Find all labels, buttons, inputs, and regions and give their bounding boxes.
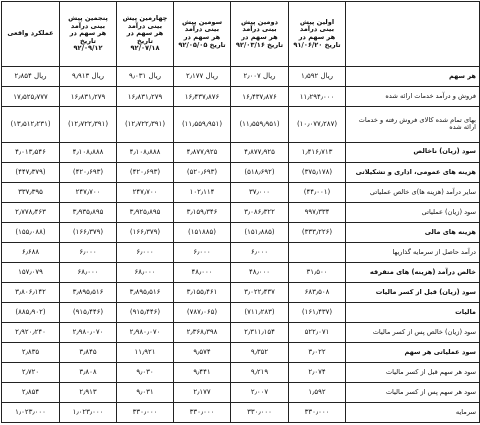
cell-forecast-1: (۳۷۵٫۱۷۸) (289, 162, 346, 182)
cell-actual: ۲٫۷۷۸٫۴۶۳ (2, 202, 60, 222)
cell-forecast-1: ۳۳۰٫۰۰۰ (289, 402, 346, 422)
cell-forecast-3: ۹٫۵۷۴ (174, 342, 231, 362)
cell-forecast-5: (۹۱۵٫۴۴۶) (60, 302, 117, 322)
table-row (2, 182, 480, 202)
table-row (2, 222, 480, 242)
header-forecast-4-line-2: بینی درآمد (127, 21, 163, 30)
header-actual: عملکرد واقعی (2, 2, 60, 67)
table-row (2, 107, 480, 143)
header-forecast-1-line-2: بینی درآمد (299, 25, 335, 34)
cell-forecast-2: ۲٫۳۱۱٫۱۵۴ (231, 322, 289, 342)
cell-forecast-2: (۷۱۱٫۲۸۳) (231, 302, 289, 322)
cell-forecast-2: ۱۶٫۴۳۷٫۸۷۶ (231, 87, 289, 107)
cell-forecast-4: (۹۱۵٫۴۴۶) (117, 302, 174, 322)
cell-forecast-2: ۲٫۰۰۷ (231, 382, 289, 402)
cell-actual: ۳۳۷٫۳۹۵ (2, 182, 60, 202)
row-label: سود (زیان) ناخالص (346, 142, 480, 162)
row-label: سود (زیان) عملیاتی (346, 202, 480, 222)
cell-forecast-5: ۳٫۹۳۵٫۸۹۵ (60, 202, 117, 222)
header-forecast-4-line-4: تاریخ (137, 36, 153, 45)
row-label: سایر درآمد (هزینه ها)ی خالص عملیاتی (346, 182, 480, 202)
cell-forecast-5: ۶۸٫۰۰۰ (60, 262, 117, 282)
row-label: هزینه های عمومی، اداری و تشکیلاتی (346, 162, 480, 182)
financial-forecast-sheet (1, 1, 479, 423)
row-label: سرمایه (346, 402, 480, 422)
cell-forecast-3: ۳۳۰٫۰۰۰ (174, 402, 231, 422)
header-forecast-5-line-4: تاریخ (80, 36, 96, 45)
header-label-column (346, 2, 480, 67)
cell-forecast-2: ۳۳۰٫۰۰۰ (231, 402, 289, 422)
cell-forecast-1: ۱٫۴۱۶٫۷۱۳ (289, 142, 346, 162)
row-label: هر سهم (346, 67, 480, 87)
cell-actual: ۶٫۶۸۸ (2, 242, 60, 262)
header-forecast-2-line-2: بینی درآمد (242, 25, 277, 34)
table-row (2, 302, 480, 322)
cell-forecast-4: ۳٫۸۹۵٫۵۱۶ (117, 282, 174, 302)
cell-forecast-1: ۲٫۰۷۴ (289, 362, 346, 382)
cell-actual: ۱۵۷٫۰۷۹ (2, 262, 60, 282)
table-body (2, 67, 480, 423)
row-label: هزینه های مالی (346, 222, 480, 242)
cell-actual: ۳٫۸۰۶٫۱۴۲ (2, 282, 60, 302)
cell-forecast-1: (۱۰٫۰۷۷٫۲۸۷) (289, 107, 346, 143)
header-forecast-2-line-1: دومین پیش (241, 17, 278, 26)
table-row (2, 322, 480, 342)
header-forecast-4-line-1: چهارمین پیش (122, 14, 168, 23)
cell-forecast-4: ۹٫۰۳۱ (117, 382, 174, 402)
cell-forecast-2: ۴۸٫۰۰۰ (231, 262, 289, 282)
header-forecast-3-line-3: هر سهم در (183, 33, 221, 41)
cell-actual: ۲٫۷۲۰ (2, 362, 60, 382)
cell-forecast-4: ۱۱٫۹۲۱ (117, 342, 174, 362)
cell-forecast-4: ۶٫۰۰۰ (117, 242, 174, 262)
cell-forecast-4: (۱۲٫۷۲۲٫۳۹۱) (117, 107, 174, 143)
cell-forecast-4: ۲۴۷٫۷۰۰ (117, 182, 174, 202)
cell-forecast-5: ۲٫۹۱۳ (60, 382, 117, 402)
cell-forecast-5: ۳٫۸۰۸ (60, 362, 117, 382)
cell-forecast-5: (۱۶۶٫۳۷۹) (60, 222, 117, 242)
cell-forecast-2: (۵۱۸٫۶۹۲) (231, 162, 289, 182)
header-forecast-5-line-5: ۹۲/۰۹/۱۲ (73, 44, 103, 53)
cell-forecast-4: ۹٫۰۳۰ (117, 362, 174, 382)
cell-forecast-1: (۴۴٫۰۰۱) (289, 182, 346, 202)
header-forecast-3 (174, 2, 231, 67)
cell-forecast-2: ۴٫۸۷۷٫۹۲۵ (231, 142, 289, 162)
cell-actual: ۱٫۰۲۳٫۰۰۰ (2, 402, 60, 422)
table-row (2, 87, 480, 107)
cell-actual: ۲٫۸۵۴ (2, 382, 60, 402)
cell-forecast-2: ۹٫۲۱۹ (231, 362, 289, 382)
cell-actual: ۴٫۰۱۳٫۵۴۶ (2, 142, 60, 162)
header-forecast-4-line-3: هر سهم در (126, 29, 164, 38)
cell-forecast-1 (289, 242, 346, 262)
cell-forecast-1: ۳٫۰۲۲ (289, 342, 346, 362)
cell-forecast-3: ۳٫۱۵۹٫۳۴۶ (174, 202, 231, 222)
cell-forecast-4: ۳٫۹۲۵٫۸۹۵ (117, 202, 174, 222)
cell-forecast-3: ۲٫۱۷۷ (174, 382, 231, 402)
cell-forecast-2: ۳٫۰۲۲٫۴۳۷ (231, 282, 289, 302)
cell-forecast-1: ۱۱٫۲۹۴٫۰۰۰ (289, 87, 346, 107)
header-forecast-2-line-3: هر سهم در (241, 33, 278, 41)
eps-forecast-table (1, 1, 480, 423)
cell-forecast-5: (۱۲٫۷۲۲٫۳۹۱) (60, 107, 117, 143)
row-label: سود هر سهم پس از کسر مالیات (346, 382, 480, 402)
cell-forecast-2: (۱۵۱٫۸۸۵) (231, 222, 289, 242)
cell-forecast-5: ۳٫۸۴۵ (60, 342, 117, 362)
cell-forecast-5: ۴٫۱۰۸٫۸۸۸ (60, 142, 117, 162)
cell-forecast-4: ۱۶٫۸۳۱٫۲۷۹ (117, 87, 174, 107)
cell-forecast-5: ۳٫۸۹۵٫۵۱۶ (60, 282, 117, 302)
cell-forecast-4: ۶۸٫۰۰۰ (117, 262, 174, 282)
cell-actual: ۲٫۸۳۵ (2, 342, 60, 362)
cell-forecast-1: ۹۹۷٫۳۳۴ (289, 202, 346, 222)
cell-forecast-2: (۱۱٫۵۵۹٫۹۵۱) (231, 107, 289, 143)
cell-forecast-1: ۵۲۲٫۰۷۱ (289, 322, 346, 342)
cell-forecast-5: ۶٫۰۰۰ (60, 242, 117, 262)
row-label: سود عملیاتی هر سهم (346, 342, 480, 362)
table-row (2, 202, 480, 222)
row-label: درآمد حاصل از سرمایه گذاریها (346, 242, 480, 262)
cell-forecast-3: ۴٫۸۷۷٫۹۲۵ (174, 142, 231, 162)
table-row (2, 162, 480, 182)
cell-forecast-3: ۳٫۱۵۵٫۴۶۱ (174, 282, 231, 302)
cell-forecast-2: ۶٫۰۰۰ (231, 242, 289, 262)
header-row (2, 2, 480, 67)
header-forecast-5 (60, 2, 117, 67)
header-forecast-2-line-4: تاریخ ۹۲/۰۳/۱۶ (235, 40, 284, 49)
cell-forecast-1: (۱۶۱٫۴۳۷) (289, 302, 346, 322)
header-forecast-5-line-1: پنجمین پیش (68, 14, 108, 23)
cell-forecast-4: ۲٫۹۸۰٫۰۷۰ (117, 322, 174, 342)
header-forecast-5-line-2: بینی درآمد (70, 21, 106, 30)
row-label: بهای تمام شده کالای فروش رفته و خدمات ارائه شده (346, 107, 480, 143)
cell-forecast-4: (۴۲۰٫۶۹۳) (117, 162, 174, 182)
cell-forecast-5: ۹٫۹۱۳ ریال (60, 67, 117, 87)
cell-forecast-5: ۱۶٫۸۳۱٫۲۷۹ (60, 87, 117, 107)
cell-forecast-5: (۴۲۰٫۶۹۳) (60, 162, 117, 182)
table-row (2, 382, 480, 402)
cell-actual: ۱۷٫۵۲۵٫۷۷۷ (2, 87, 60, 107)
cell-forecast-2: ۹٫۳۵۲ (231, 342, 289, 362)
row-label: سود هر سهم قبل از کسر مالیات (346, 362, 480, 382)
table-row (2, 342, 480, 362)
header-forecast-3-line-4: تاریخ ۹۲/۰۵/۰۵ (178, 40, 226, 49)
cell-forecast-3: (۵۲۰٫۶۹۳) (174, 162, 231, 182)
cell-forecast-3: (۱۱٫۵۵۹٫۹۵۱) (174, 107, 231, 143)
table-row (2, 262, 480, 282)
cell-forecast-2: ۳۷٫۰۰۰ (231, 182, 289, 202)
row-label: سود (زیان) قبل از کسر مالیات (346, 282, 480, 302)
cell-actual: (۴۴۷٫۳۷۹) (2, 162, 60, 182)
cell-forecast-3: ۲٫۱۷۷ ریال (174, 67, 231, 87)
header-forecast-2 (231, 2, 289, 67)
header-forecast-3-line-1: سومین پیش (181, 17, 223, 26)
cell-forecast-3: ۲٫۳۶۸٫۳۹۸ (174, 322, 231, 342)
table-row (2, 142, 480, 162)
cell-actual: (۸۸۵٫۹۰۲) (2, 302, 60, 322)
cell-forecast-5: ۲۴۷٫۷۰۰ (60, 182, 117, 202)
cell-forecast-1: ۶۸۳٫۵۰۸ (289, 282, 346, 302)
cell-forecast-1: (۳۳۳٫۲۲۶) (289, 222, 346, 242)
cell-forecast-3: ۴۸٫۰۰۰ (174, 262, 231, 282)
cell-actual: (۱۳٫۵۱۲٫۲۳۱) (2, 107, 60, 143)
cell-actual: ۲٫۹۲۰٫۲۴۰ (2, 322, 60, 342)
row-label: فروش و درآمد خدمات ارائه شده (346, 87, 480, 107)
cell-forecast-3: ۶٫۰۰۰ (174, 242, 231, 262)
cell-forecast-3: ۹٫۴۴۱ (174, 362, 231, 382)
cell-forecast-4: ۴٫۱۰۸٫۸۸۸ (117, 142, 174, 162)
table-row (2, 242, 480, 262)
cell-forecast-2: ۲٫۰۰۷ ریال (231, 67, 289, 87)
header-forecast-5-line-3: هر سهم در (69, 29, 107, 38)
cell-forecast-3: ۱۶٫۴۳۷٫۸۷۶ (174, 87, 231, 107)
table-row (2, 67, 480, 87)
cell-forecast-5: ۱٫۰۲۳٫۰۰۰ (60, 402, 117, 422)
table-row (2, 362, 480, 382)
header-forecast-4-line-5: ۹۲/۰۷/۱۸ (130, 44, 160, 53)
cell-forecast-2: ۳٫۰۸۶٫۳۲۲ (231, 202, 289, 222)
row-label: سود (زیان) خالص پس از کسر مالیات (346, 322, 480, 342)
header-forecast-1-line-4: تاریخ ۹۱/۰۶/۲۰ (293, 40, 341, 49)
cell-actual: (۱۵۵٫۰۸۸) (2, 222, 60, 242)
header-forecast-4 (117, 2, 174, 67)
header-forecast-1 (289, 2, 346, 67)
cell-forecast-1: ۳۱٫۵۰۰ (289, 262, 346, 282)
header-forecast-1-line-1: اولین پیش (299, 17, 335, 26)
cell-forecast-3: ۱۰۲٫۱۱۴ (174, 182, 231, 202)
row-label: مالیات (346, 302, 480, 322)
cell-forecast-4: ۹٫۰۳۱ ریال (117, 67, 174, 87)
header-forecast-3-line-2: بینی درآمد (184, 25, 220, 34)
cell-forecast-1: ۱٫۵۹۲ ریال (289, 67, 346, 87)
cell-forecast-5: ۲٫۹۸۰٫۰۷۰ (60, 322, 117, 342)
cell-forecast-4: ۳۳۰٫۰۰۰ (117, 402, 174, 422)
table-row (2, 282, 480, 302)
header-forecast-1-line-3: هر سهم در (298, 33, 336, 41)
cell-actual: ۲٫۸۵۴ ریال (2, 67, 60, 87)
cell-forecast-3: (۷۸۷٫۰۶۵) (174, 302, 231, 322)
row-label: خالص درآمد (هزینه) های متفرقه (346, 262, 480, 282)
table-row (2, 402, 480, 422)
cell-forecast-1: ۱٫۵۹۲ (289, 382, 346, 402)
cell-forecast-4: (۱۶۶٫۳۷۹) (117, 222, 174, 242)
cell-forecast-3: (۱۵۱۸۸۵) (174, 222, 231, 242)
